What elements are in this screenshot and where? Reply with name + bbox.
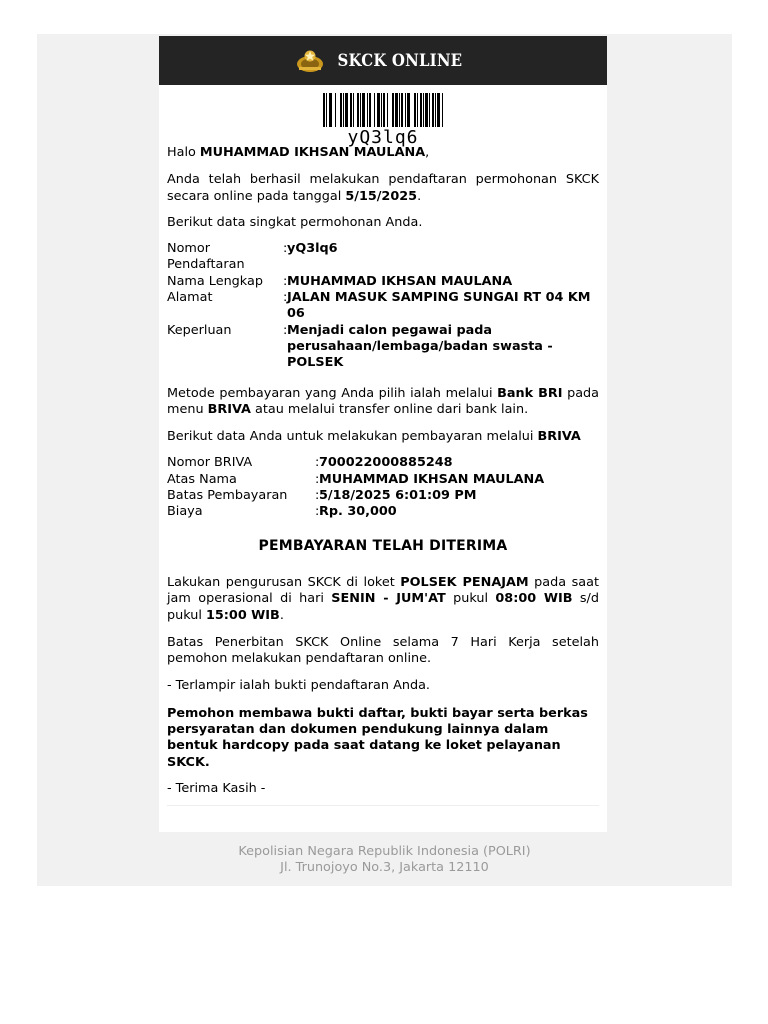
email-body [159,145,607,797]
detail-label: Nama Lengkap [167,273,263,289]
briva-details: Nomor BRIVA : 700022000885248 Atas Nama : MUHAMMAD IKHSAN MAULANA Batas Pembayaran : 5/18/2025 6:01:09 PM Biaya : Rp. 30,000 [167,455,599,520]
brand [295,48,471,74]
detail-value: MUHAMMAD IKHSAN MAULANA [287,273,513,289]
attachment-note: - Terlampir ialah bukti pendaftaran Anda. [167,678,430,694]
footer-address: Jl. Trunojoyo No.3, Jakarta 12110 [280,860,489,876]
barcode-text: yQ3lq6 [347,127,419,148]
email-background [37,34,732,886]
requirements-note: Pemohon membawa bukti daftar, bukti bayar serta berkas persyaratan dan dokumen pendukung lainnya dalam bentuk hardcopy pada saat datang ke loket pelayanan SKCK. [167,705,588,770]
detail-label: Alamat [167,290,213,306]
registration-barcode [159,93,607,147]
application-details: Nomor Pendaftaran : yQ3lq6 Nama Lengkap : MUHAMMAD IKHSAN MAULANA Alamat : JALAN MASUK SAMPING SUNGAI RT 04 KM 06 Keperluan : Menjadi calon pegawai pada perusahaan/lembaga/badan swasta - POLSEK [167,241,599,371]
email-card [159,36,607,832]
brand-name: SKCK ONLINE [337,50,463,71]
briva-value: Rp. 30,000 [319,504,397,520]
summary-intro: Berikut data singkat permohonan Anda. [167,214,423,230]
intro-paragraph: Anda telah berhasil melakukan pendaftaran permohonan SKCK secara online pada tanggal 5/15/2025. [167,172,599,204]
briva-value: MUHAMMAD IKHSAN MAULANA [319,471,545,487]
email-header [159,36,607,85]
briva-label: Nomor BRIVA [167,455,253,471]
detail-value: JALAN MASUK SAMPING SUNGAI RT 04 KM 06 [287,290,591,322]
detail-label: Nomor Pendaftaran [167,241,245,273]
instruction-paragraph: Lakukan pengurusan SKCK di loket POLSEK PENAJAM pada saat jam operasional di hari SENIN - JUM'AT pukul 08:00 WIB s/d pukul 15:00 WIB. [167,574,599,623]
barcode-image [323,93,444,127]
briva-label: Atas Nama [167,471,237,487]
payment-status: PEMBAYARAN TELAH DITERIMA [258,537,508,554]
briva-label: Batas Pembayaran [167,488,288,504]
payment-method-paragraph: Metode pembayaran yang Anda pilih ialah melalui Bank BRI pada menu BRIVA atau melalui transfer online dari bank lain. [167,385,599,417]
briva-label: Biaya [167,504,203,520]
email-footer [37,844,732,877]
briva-value: 5/18/2025 6:01:09 PM [319,488,477,504]
divider [167,805,599,806]
briva-value: 700022000885248 [319,455,453,471]
deadline-note: Batas Penerbitan SKCK Online selama 7 Hari Kerja setelah pemohon melakukan pendaftaran online. [167,634,599,667]
footer-org: Kepolisian Negara Republik Indonesia (POLRI) [238,844,531,859]
detail-value: yQ3lq6 [287,241,338,257]
registration-date: 5/15/2025 [345,188,418,204]
greeting: Halo MUHAMMAD IKHSAN MAULANA, [167,145,430,160]
detail-value: Menjadi calon pegawai pada perusahaan/lembaga/badan swasta - POLSEK [287,322,553,371]
applicant-name: MUHAMMAD IKHSAN MAULANA [199,145,426,160]
briva-intro: Berikut data Anda untuk melakukan pembayaran melalui BRIVA [167,429,581,445]
closing-text: - Terima Kasih - [167,780,266,796]
detail-label: Keperluan [167,322,232,338]
police-emblem-icon [295,48,325,74]
